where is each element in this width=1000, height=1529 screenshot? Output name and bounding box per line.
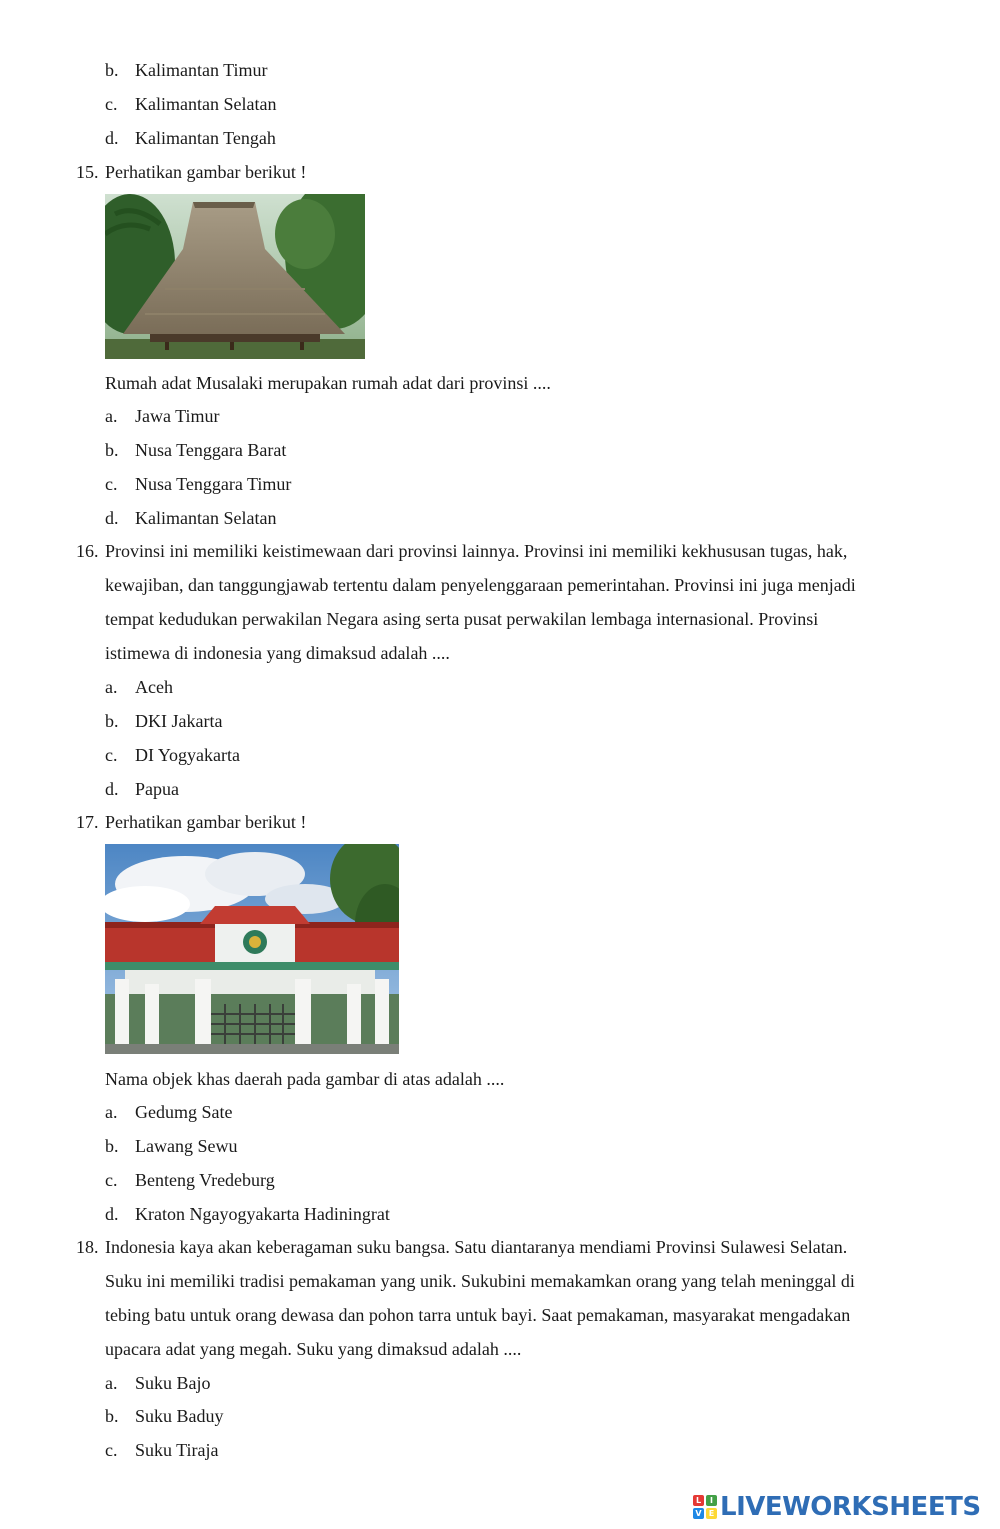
liveworksheets-logo-text: LIVEWORKSHEETS <box>720 1492 981 1522</box>
liveworksheets-logo-icon: L I V E <box>693 1495 717 1519</box>
kraton-illustration <box>105 844 399 1054</box>
musalaki-house-image <box>105 194 365 359</box>
kraton-image <box>105 844 399 1054</box>
musalaki-house-illustration <box>105 194 365 359</box>
liveworksheets-logo[interactable] <box>693 1489 981 1525</box>
